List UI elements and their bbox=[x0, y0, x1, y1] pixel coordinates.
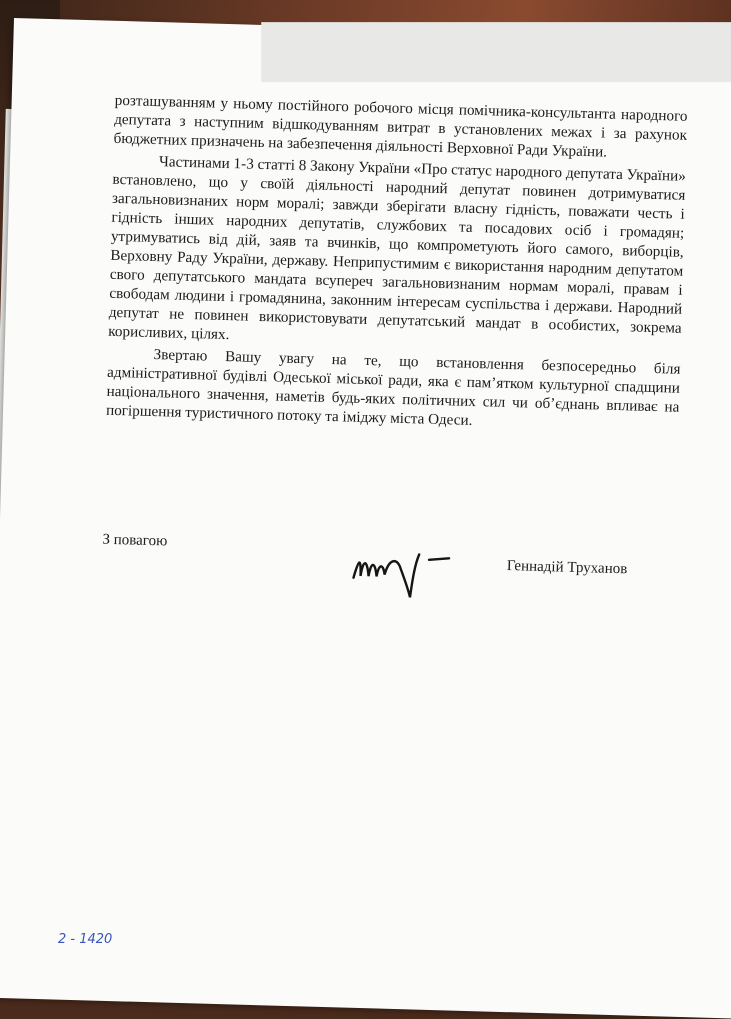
letter-page bbox=[0, 18, 731, 1019]
letter-body bbox=[106, 91, 688, 436]
paragraph-3: Звертаю Вашу увагу на те, що встановлення безпосередньо біля адміністративної будівлі Одеської міської ради, яка є пам’ятком культурної спадщини національного значення, наметів будь-яких політичних сил чи об’єднань впливає на погіршення туристичного потоку та іміджу міста Одеси. bbox=[105, 346, 681, 429]
signer-name: Геннадій Труханов bbox=[506, 557, 628, 578]
closing-phrase: З повагою bbox=[102, 531, 168, 550]
page-fold bbox=[261, 22, 731, 82]
signature bbox=[348, 538, 470, 611]
paragraph-2: Частинами 1-3 статті 8 Закону України «Про статус народного депутата України» встановлено, що у своїй діяльності народний депутат повинен дотримуватися загальновизнаних норм моралі; завжди зберігати власну гідність, поважати честь і гідність інших народних депутатів, службових та посадових осіб і громадян; утримуватись від дій, заяв та вчинків, що компрометують його самого, виборців, Верховну Раду України, державу. Неприпустимим є використання народним депутатом свого депутатського мандата всупереч загальновизнаним нормам моралі, правам і свободам людини і громадянина, законним інтересам суспільства і держави. Народний депутат не повинен використовувати депутатський мандат в особистих, зокрема корисливих, цілях. bbox=[108, 153, 687, 344]
paragraph-1: розташуванням у ньому постійного робочого місця помічника-консультанта народного депутата з наступним відшкодуванням витрат в установлених межах і за рахунок бюджетних призначень на забезпечення діяльності Верховної Ради України. bbox=[113, 91, 688, 161]
handwritten-number: 2 - 1420 bbox=[58, 932, 113, 947]
